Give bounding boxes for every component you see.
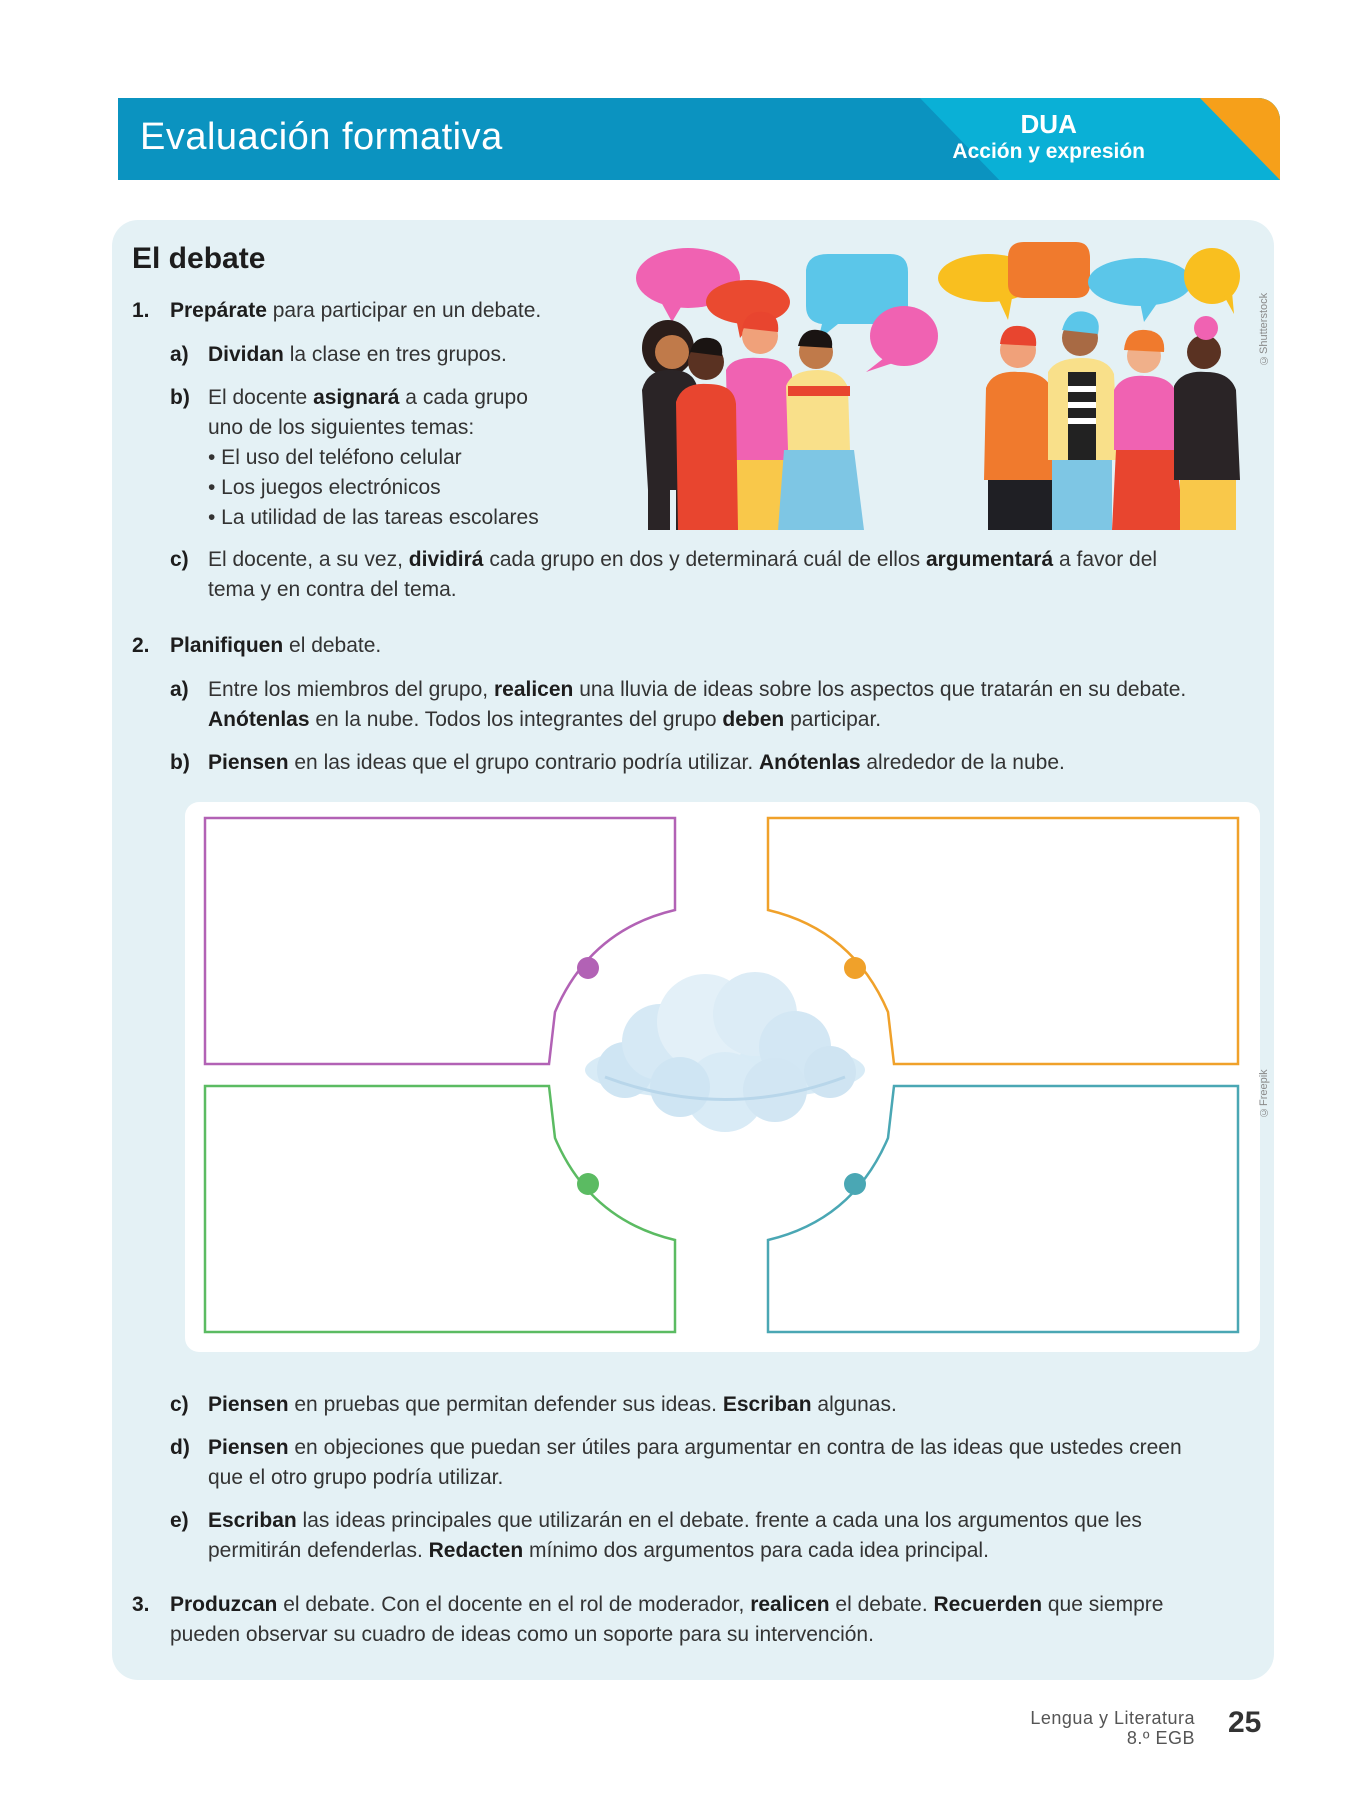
item-2e-text (208, 1506, 1142, 1566)
item-1-text (170, 296, 541, 326)
item-2-text (170, 631, 381, 661)
item-1-number: 1. (132, 299, 150, 322)
item-2e-line2-pre: permitirán defenderlas. (208, 1539, 429, 1562)
item-2b-mid: en las ideas que el grupo contrario podría utilizar. (288, 751, 759, 774)
item-2a-bold3: deben (722, 708, 785, 731)
page-number: 25 (1228, 1706, 1262, 1739)
debate-illustration (628, 240, 1248, 530)
footer-grade: 8.º EGB (1126, 1728, 1195, 1748)
item-2-lead: Planifiquen (170, 634, 284, 657)
item-1b-pre: El docente (208, 386, 314, 409)
box-bottom-right (768, 1086, 1238, 1332)
topic-item: • El uso del teléfono celular (208, 446, 462, 469)
item-2c-text (208, 1390, 897, 1420)
footer-subject (1030, 1708, 1195, 1748)
item-1b-text (208, 383, 539, 533)
item-3-mid2: el debate. (829, 1593, 934, 1616)
item-2e-line2 (208, 1536, 1142, 1566)
item-2a-bold1: realicen (493, 678, 574, 701)
item-1a-text (208, 340, 507, 370)
item-2e-bold2: Redacten (428, 1539, 524, 1562)
item-3-line1 (170, 1590, 1163, 1620)
item-3-mid1: el debate. Con el docente en el rol de moderador, (277, 1593, 751, 1616)
item-2e-line1 (208, 1506, 1142, 1536)
item-2e-post: las ideas principales que utilizarán en el debate. frente a cada una los argumentos que les (296, 1509, 1142, 1532)
item-2b-bold1: Piensen (208, 751, 289, 774)
item-2d-text (208, 1433, 1182, 1493)
item-3-post: que siempre (1042, 1593, 1164, 1616)
item-2a-post: una lluvia de ideas sobre los aspectos que tratarán en su debate. (573, 678, 1187, 701)
item-2e-line2-post: mínimo dos argumentos para cada idea principal. (523, 1539, 989, 1562)
item-1a-rest: la clase en tres grupos. (283, 343, 507, 366)
dua-subtitle: Acción y expresión (952, 140, 1145, 163)
item-2a-pre: Entre los miembros del grupo, (208, 678, 494, 701)
item-1a-label: a) (170, 343, 189, 366)
item-2b-text (208, 748, 1065, 778)
item-2a-line1 (208, 675, 1186, 705)
dua-title: DUA (1020, 109, 1077, 139)
item-2c-bold1: Piensen (208, 1393, 289, 1416)
item-1-rest: para participar en un debate. (266, 299, 542, 322)
people-speech-bubbles-icon (628, 240, 1248, 530)
item-1-lead: Prepárate (170, 299, 267, 322)
item-3-bold2: realicen (750, 1593, 830, 1616)
item-1c-bold1: dividirá (408, 548, 484, 571)
item-2a-post2: participar. (784, 708, 882, 731)
item-1b-line1 (208, 383, 539, 413)
item-1b-line1-rest: a cada grupo (399, 386, 528, 409)
item-2a-label: a) (170, 678, 189, 701)
item-2d-line1 (208, 1433, 1182, 1463)
item-3-bold3: Recuerden (933, 1593, 1043, 1616)
topic-item: • La utilidad de las tareas escolares (208, 506, 539, 529)
cloud-credit: ©Freepik (1258, 1069, 1270, 1118)
item-1c-label: c) (170, 548, 189, 571)
item-2-rest: el debate. (283, 634, 382, 657)
box-top-left (205, 818, 675, 1064)
item-1c-post: a favor del (1053, 548, 1158, 571)
item-3-line2: pueden observar su cuadro de ideas como un soporte para su intervención. (170, 1623, 874, 1646)
item-3-text (170, 1590, 1163, 1650)
item-2d-label: d) (170, 1436, 190, 1459)
item-2d-post: en objeciones que puedan ser útiles para argumentar en contra de las ideas que ustedes creen (288, 1436, 1182, 1459)
item-2a-line2 (208, 705, 1186, 735)
item-2c-bold2: Escriban (722, 1393, 812, 1416)
item-2e-label: e) (170, 1509, 189, 1532)
item-2d-bold1: Piensen (208, 1436, 289, 1459)
item-1c-bold2: argumentará (925, 548, 1054, 571)
item-1b-line2: uno de los siguientes temas: (208, 416, 475, 439)
item-1c-line2: tema y en contra del tema. (208, 578, 457, 601)
item-2-number: 2. (132, 634, 150, 657)
header-banner (118, 98, 1280, 180)
item-2b-bold2: Anótenlas (759, 751, 861, 774)
item-2c-post: algunas. (811, 1393, 897, 1416)
box-bottom-left (205, 1086, 675, 1332)
item-1c-pre: El docente, a su vez, (208, 548, 409, 571)
item-2a-mid2: en la nube. Todos los integrantes del grupo (309, 708, 723, 731)
item-2c-label: c) (170, 1393, 189, 1416)
topic-item: • Los juegos electrónicos (208, 476, 441, 499)
item-1c-line1 (208, 545, 1157, 575)
item-2d-line2: que el otro grupo podría utilizar. (208, 1466, 504, 1489)
item-1a-bold: Dividan (208, 343, 284, 366)
item-2a-bold2: Anótenlas (208, 708, 310, 731)
section-title: El debate (132, 242, 266, 275)
footer-subject-name: Lengua y Literatura (1030, 1708, 1195, 1728)
item-1c-mid: cada grupo en dos y determinará cuál de ellos (483, 548, 926, 571)
item-2a-text (208, 675, 1186, 735)
item-1b-label: b) (170, 386, 190, 409)
box-top-right (768, 818, 1238, 1064)
cloud-icon (585, 972, 865, 1132)
graphic-organizer (185, 802, 1260, 1352)
item-2c-mid: en pruebas que permitan defender sus ideas. (288, 1393, 723, 1416)
item-2e-bold1: Escriban (208, 1509, 297, 1532)
item-2b-post: alrededor de la nube. (860, 751, 1065, 774)
illustration-credit: ©Shutterstock (1258, 292, 1270, 366)
item-2b-label: b) (170, 751, 190, 774)
header-title: Evaluación formativa (140, 116, 503, 158)
item-1b-bold: asignará (313, 386, 400, 409)
organizer-frame (185, 802, 1260, 1352)
item-3-number: 3. (132, 1593, 150, 1616)
item-3-lead: Produzcan (170, 1593, 278, 1616)
dua-label (952, 110, 1145, 166)
item-1c-text (208, 545, 1157, 605)
